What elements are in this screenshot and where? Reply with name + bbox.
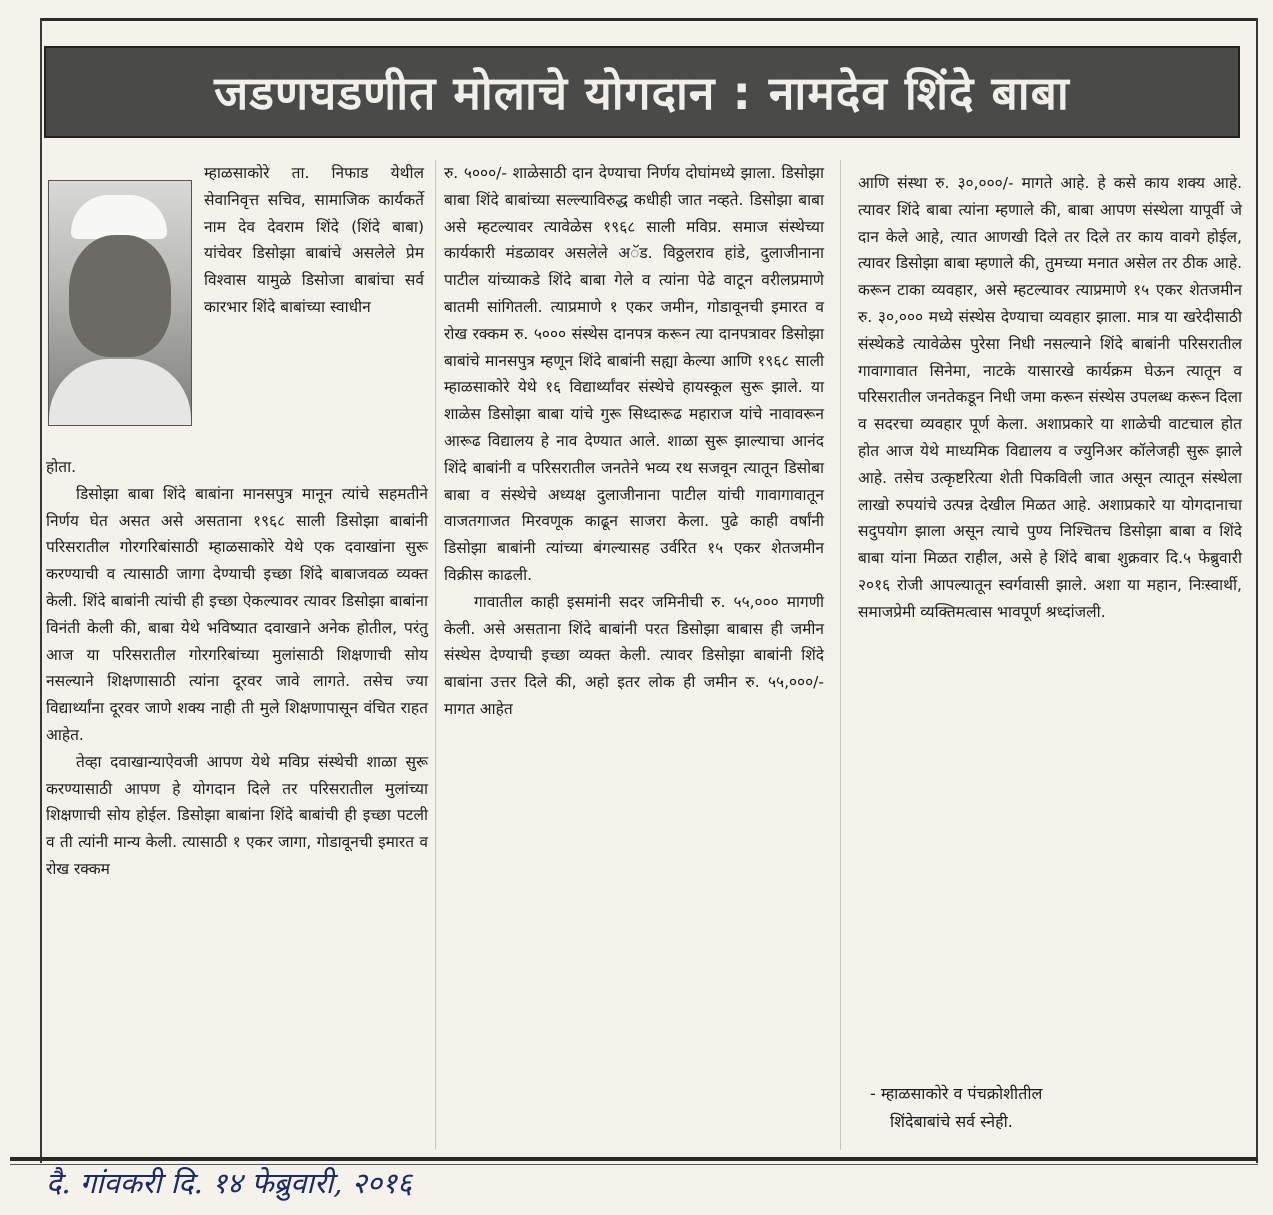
headline-banner bbox=[44, 46, 1240, 138]
photo-cap-shape bbox=[71, 195, 167, 239]
top-rule bbox=[40, 18, 1258, 21]
photo-shoulders-shape bbox=[49, 359, 191, 426]
col2-paragraph-1: रु. ५०००/- शाळेसाठी दान देण्याचा निर्णय दोघांमध्ये झाला. डिसोझा बाबा शिंदे बाबांच्या सल्ल्याविरुद्ध कधीही जात नव्हते. डिसोझा बाबा असे म्हटल्यावर त्यावेळेस १९६८ साली मविप्र. समाज संस्थेच्या कार्यकारी मंडळावर असलेले अॅड. विठ्ठलराव हांडे, दुलाजीनाना पाटील यांच्याकडे शिंदे बाबा गेले व त्यांना पेढे वाटून वरीलप्रमाणे बातमी सांगितली. त्याप्रमाणे १ एकर जमीन, गोडावूनची इमारत व रोख रक्कम रु. ५००० संस्थेस दानपत्र करून त्या दानपत्रावर डिसोझा बाबांचे मानसपुत्र म्हणून शिंदे बाबांनी सह्या केल्या आणि १९६८ साली म्हाळसाकोरे येथे १६ विद्यार्थ्यांवर संस्थेचे हायस्कूल सुरू झाले. या शाळेस डिसोझा बाबा यांचे गुरू सिध्दारूढ महाराज यांचे नावावरून आरूढ विद्यालय हे नाव देण्यात आले. शाळा सुरू झाल्याचा आनंद शिंदे बाबांनी व परिसरातील जनतेने भव्य रथ सजवून त्यातून डिसोबा बाबा व संस्थेचे अध्यक्ष दुलाजीनाना पाटील यांची गावागावातून वाजतगाजत मिरवणूक काढून साजरा केला. पुढे काही वर्षांनी डिसोझा बाबांनी त्यांच्या बंगल्यासह उर्वरित १५ एकर शेतजमीन विक्रीस काढली. bbox=[444, 164, 824, 584]
column-gutter-1 bbox=[435, 160, 436, 1150]
col3-paragraph-1: आणि संस्था रु. ३०,०००/- मागते आहे. हे कसे काय शक्य आहे. त्यावर शिंदे बाबा त्यांना म्हणाले की, बाबा आपण संस्थेला यापूर्वी जे दान केले आहे, त्यात आणखी दिले तर दिले तर काय वावगे होईल, त्यावर डिसोझा बाबा म्हणाले की, तुमच्या मनात असेल तर ठीक आहे. करून टाका व्यवहार, असे म्हटल्यावर त्याप्रमाणे १५ एकर शेतजमीन रु. ३०,००० मध्ये संस्थेस देण्याचा व्यवहार झाला. मात्र या खरेदीसाठी संस्थेकडे त्यावेळेस पुरेसा निधी नसल्याने शिंदे बाबांनी परिसरातील गावागावात सिनेमा, नाटके यासारखे कार्यक्रम घेऊन त्यातून व परिसरातील जनतेकडून निधी जमा करून संस्थेस उपलब्ध करून दिला व सदरचा व्यवहार पूर्ण केला. अशाप्रकारे या शाळेची वाटचाल होत होत आज येथे माध्यमिक विद्यालय व ज्युनिअर कॉलेजही सुरू झाले आहे. तसेच उत्कृष्टरित्या शेती पिकविली जात असून त्यातून संस्थेला लाखो रुपयांचे उत्पन्न देखील मिळत आहे. अशाप्रकारे या योगदानाचा सदुपयोग झाला असून त्याचे पुण्य निश्चितच डिसोझा बाबा व शिंदे बाबा यांना मिळत राहील, असे हे शिंदे बाबा शुक्रवार दि.५ फेब्रुवारी २०१६ रोजी आपल्यातून स्वर्गवासी झाले. अशा या महान, निःस्वार्थी, समाजप्रेमी व्यक्तिमत्वास भावपूर्ण श्रध्दांजली. bbox=[858, 174, 1242, 621]
portrait-photo bbox=[48, 180, 192, 426]
col1-paragraph-1: डिसोझा बाबा शिंदे बाबांना मानसपुत्र मानून त्यांचे सहमतीने निर्णय घेत असत असे असताना १९६८ साली डिसोझा बाबांनी परिसरातील गोरगरिबांसाठी म्हाळसाकोरे येथे एक दवाखांना सुरू करण्याची व त्यासाठी जागा देण्याची इच्छा शिंदे बाबाजवळ व्यक्त केली. शिंदे बाबांनी त्यांची ही इच्छा ऐकल्यावर त्यावर डिसोझा बाबांना विनंती केली की, बाबा येथे भविष्यात दवाखाने अनेक होतील, परंतु आज या परिसरातील गोरगरिबांच्या मुलांसाठी शिक्षणाची सोय नसल्याने शिक्षणासाठी त्यांना दूरवर जावे लागते. तसेच ज्या विद्यार्थ्यांना दूरवर जाणे शक्य नाही ती मुले शिक्षणापासून वंचित राहत आहेत. bbox=[46, 484, 428, 744]
column-2 bbox=[444, 160, 824, 723]
col1-paragraph-2: तेव्हा दवाखान्याऐवजी आपण येथे मविप्र संस्थेची शाळा सुरू करण्यासाठी आपण हे योगदान दिले तर परिसरातील मुलांच्या शिक्षणाची सोय होईल. डिसोझा बाबांना शिंदे बाबांची ही इच्छा पटली व ती त्यांनी मान्य केली. त्यासाठी १ एकर जागा, गोडावूनची इमारत व रोख रक्कम bbox=[46, 752, 428, 878]
bottom-rule bbox=[10, 1157, 1258, 1161]
signature-block bbox=[870, 1080, 1240, 1136]
signature-line-2: शिंदेबाबांचे सर्व स्नेही. bbox=[890, 1112, 1013, 1131]
column-gutter-2 bbox=[840, 160, 841, 1150]
signature-line-1: - म्हाळसाकोरे व पंचक्रोशीतील bbox=[870, 1084, 1043, 1103]
column-3 bbox=[858, 170, 1242, 626]
column-1 bbox=[46, 454, 428, 883]
intro-continued: होता. bbox=[46, 458, 77, 476]
photo-face-shape bbox=[69, 235, 171, 357]
intro-beside-photo bbox=[204, 160, 424, 321]
handwritten-source-note: दै. गांवकरी दि. १४ फेब्रुवारी, २०१६ bbox=[46, 1166, 413, 1200]
frame-left-rule bbox=[40, 18, 42, 1163]
intro-paragraph: म्हाळसाकोरे ता. निफाड येथील सेवानिवृत्त सचिव, सामाजिक कार्यकर्ते नाम देव देवराम शिंदे (शिंदे बाबा) यांचेवर डिसोझा बाबांचे असलेले प्रेम विश्वास यामुळे डिसोजा बाबांचा सर्व कारभार शिंदे बाबांच्या स्वाधीन bbox=[204, 164, 424, 316]
col2-paragraph-2: गावातील काही इसमांनी सदर जमिनीची रु. ५५,००० मागणी केली. असे असताना शिंदे बाबांनी परत डिसोझा बाबास ही जमीन संस्थेस देण्याची इच्छा व्यक्त केली. त्यावर डिसोझा बाबांनी शिंदे बाबांना उत्तर दिले की, अहो इतर लोक ही जमीन रु. ५५,०००/- मागत आहेत bbox=[444, 592, 824, 718]
frame-right-rule bbox=[1256, 18, 1258, 1163]
headline: जडणघडणीत मोलाचे योगदान : नामदेव शिंदे बाबा bbox=[214, 66, 1070, 120]
